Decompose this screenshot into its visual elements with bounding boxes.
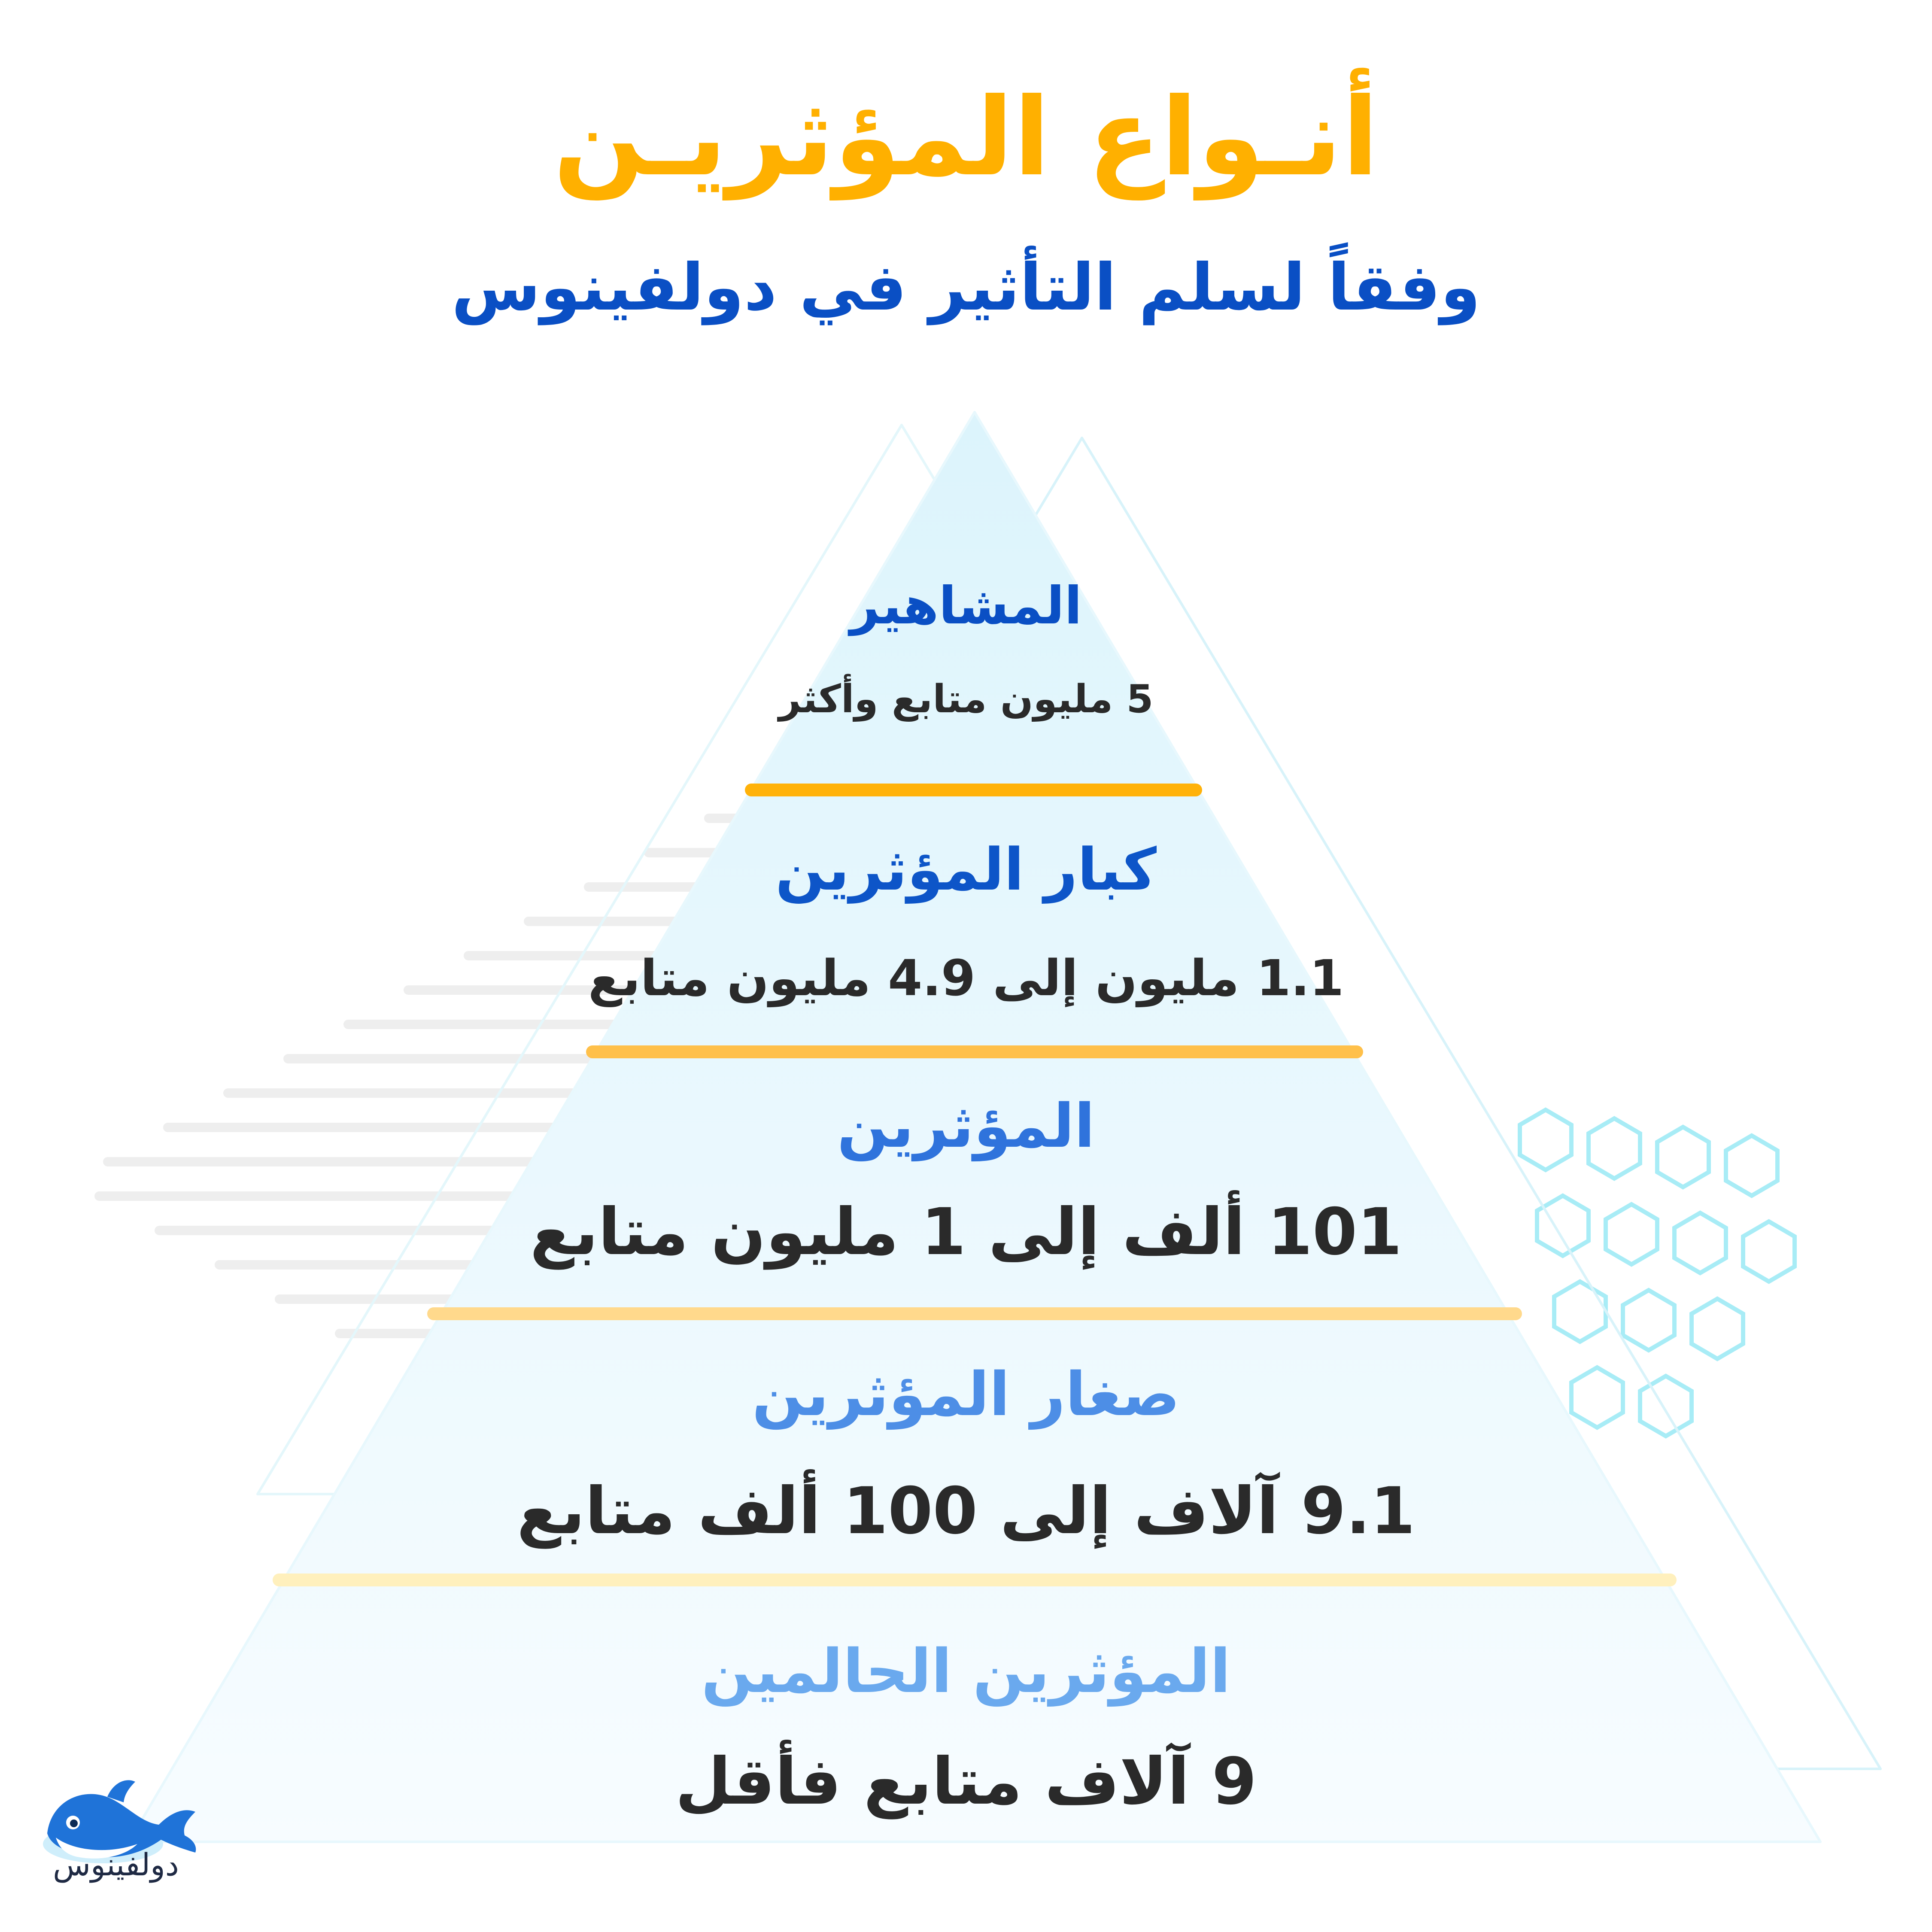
tier-4-range: 9.1 آلاف إلى 100 ألف متابع [516, 1474, 1416, 1549]
tier-3-label: المؤثرين [837, 1091, 1095, 1161]
tier-2-label: كبار المؤثرين [775, 836, 1157, 903]
tier-2-range: 1.1 مليون إلى 4.9 مليون متابع [588, 950, 1344, 1007]
tier-1-range: 5 مليون متابع وأكثر [778, 677, 1154, 722]
dolphin-logo [26, 1752, 206, 1915]
page-subtitle: وفقاً لسلم التأثير في دولفينوس [451, 250, 1481, 325]
tier-divider-1 [745, 784, 1202, 796]
tier-1-label: المشاهير [850, 576, 1082, 636]
tier-3-range: 101 ألف إلى 1 مليون متابع [530, 1195, 1402, 1270]
tier-4-label: صغار المؤثرين [752, 1360, 1180, 1430]
page-title: أنـواع المؤثريـن [553, 75, 1379, 200]
tier-divider-4 [273, 1574, 1677, 1586]
tier-divider-2 [586, 1045, 1363, 1058]
tier-divider-3 [427, 1307, 1522, 1320]
brand-name: دولفينوس [53, 1847, 179, 1883]
tier-5-range: 9 آلاف متابع فأقل [675, 1744, 1257, 1819]
tier-5-label: المؤثرين الحالمين [701, 1637, 1231, 1707]
